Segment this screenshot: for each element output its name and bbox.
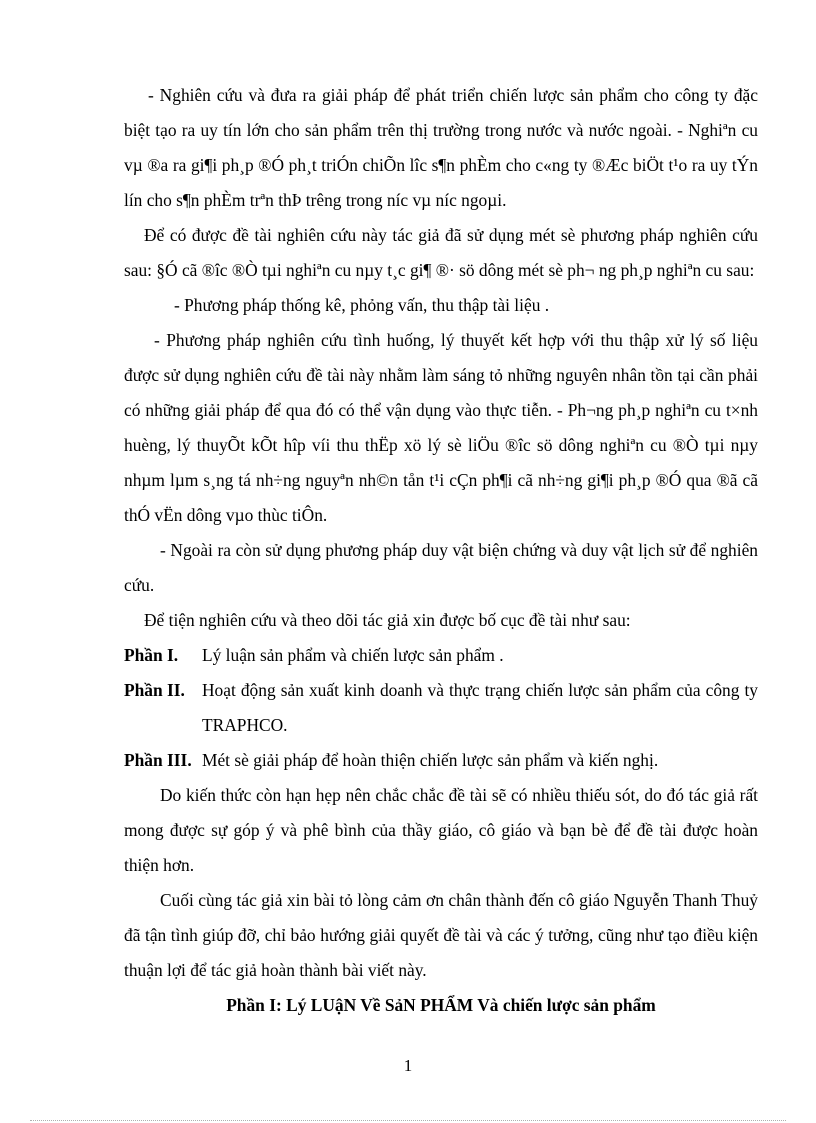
method-item-statistics: - Phương pháp thống kê, phỏng vấn, thu thập tài liệu . — [174, 295, 550, 315]
part-item-2 — [124, 673, 758, 743]
paragraph-acknowledgement: Cuối cùng tác giả xin bài tỏ lòng cảm ơn chân thành đến cô giáo Nguyễn Thanh Thuỷ đã tận tình giúp đỡ, chỉ bảo hướng giải quyết đề tài và các ý tưởng, cũng như tạo điều kiện thuận lợi để tác giả hoàn thành bài viết này. — [124, 890, 758, 980]
method-item-case-study: - Phương pháp nghiên cứu tình huống, lý thuyết kết hợp với thu thập xử lý số liệu được sử dụng nghiên cứu đề tài này nhằm làm sáng tỏ những nguyên nhân tồn tại cần phải có những giải pháp để qua đó có thể vận dụng vào thực tiễn. - Ph¬ng ph¸p nghiªn cu t×nh huèng, lý thuyÕt kÕt hîp víi thu thËp xö lý sè liÖu ®îc sö dông nghiªn cu ®Ò tµi nµy nhµm lµm s¸ng tá nh÷ng nguyªn nh©n tån t¹i cÇn ph¶i cã nh÷ng gi¶i ph¸p ®Ó qua ®ã cã thÓ vËn dông vµo thùc tiÔn. — [124, 330, 758, 525]
page-number: 1 — [403, 1056, 413, 1075]
paragraph-limitations: Do kiến thức còn hạn hẹp nên chắc chắc đề tài sẽ có nhiều thiếu sót, do đó tác giả rất mong được sự góp ý và phê bình của thầy giáo, cô giáo và bạn bè để đề tài được hoàn thiện hơn. — [124, 785, 758, 875]
paragraph-structure-intro: Để tiện nghiên cứu và theo dõi tác giả xin được bố cục đề tài như sau: — [144, 610, 631, 630]
part-text: Lý luận sản phẩm và chiến lược sản phẩm . — [202, 645, 504, 665]
document-body — [124, 78, 758, 1023]
part-label: Phần III. — [124, 750, 192, 770]
part-text: Mét sè giải pháp để hoàn thiện chiến lược sản phẩm và kiến nghị. — [202, 750, 659, 770]
method-item-materialism: - Ngoài ra còn sử dụng phương pháp duy vật biện chứng và duy vật lịch sử để nghiên cứu. — [124, 540, 758, 595]
page-bottom-divider — [30, 1120, 786, 1121]
part-text: Hoạt động sản xuất kinh doanh và thực trạng chiến lược sản phẩm của công ty TRAPHCO. — [202, 680, 758, 735]
paragraph-methods-intro: Để có được đề tài nghiên cứu này tác giả đã sử dụng mét sè phương pháp nghiên cứu sau: §Ó cã ®îc ®Ò tµi nghiªn cu nµy t¸c gi¶ ®· sö dông mét sè ph¬ ng ph¸p nghiªn cu sau: — [124, 225, 758, 280]
part-label: Phần I. — [124, 645, 179, 665]
paragraph-objectives: - Nghiên cứu và đưa ra giải pháp để phát triển chiến lược sản phẩm cho công ty đặc biệt tạo ra uy tín lớn cho sản phẩm trên thị trường trong nước và nước ngoài. - Nghiªn cu vµ ®a ra gi¶i ph¸p ®Ó ph¸t triÓn chiÕn lîc s¶n phÈm cho c«ng ty ®Æc biÖt t¹o ra uy tÝn lín cho s¶n phÈm trªn thÞ trêng trong níc vµ níc ngoµi. — [124, 85, 758, 210]
section-heading: Phần I: Lý LUậN Về SảN PHẨM Và chiến lược sản phẩm — [226, 995, 656, 1015]
part-label: Phần II. — [124, 680, 185, 700]
part-item-3 — [124, 743, 758, 778]
part-item-1 — [124, 638, 758, 673]
